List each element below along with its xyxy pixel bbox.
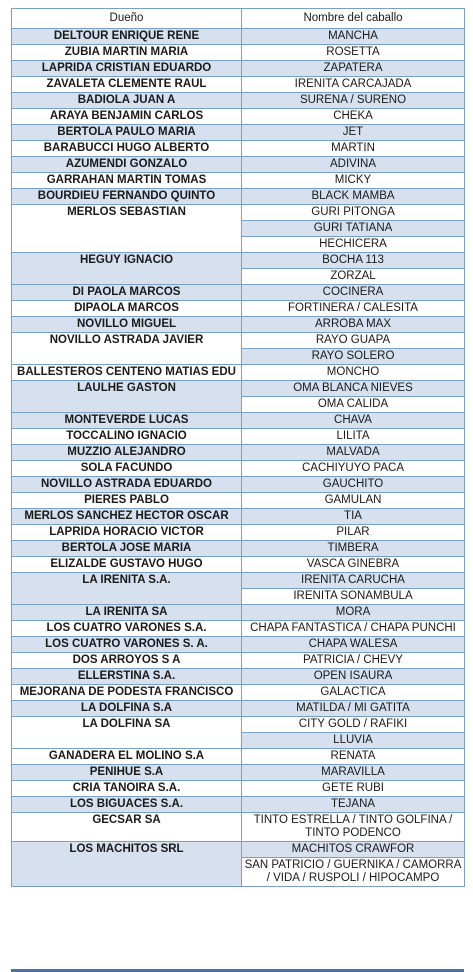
owner-cell: GECSAR SA xyxy=(12,813,242,842)
horse-cell: OMA BLANCA NIEVES xyxy=(242,381,465,397)
table-row xyxy=(12,125,465,141)
horse-cell: LLUVIA xyxy=(242,733,465,749)
horse-cell: MARAVILLA xyxy=(242,765,465,781)
owner-cell: MEJORANA DE PODESTA FRANCISCO xyxy=(12,685,242,701)
table-row xyxy=(12,173,465,189)
horse-cell: GURI TATIANA xyxy=(242,221,465,237)
owner-cell: AZUMENDI GONZALO xyxy=(12,157,242,173)
table-row xyxy=(12,765,465,781)
table-row xyxy=(12,445,465,461)
table-row xyxy=(12,109,465,125)
owner-cell: BERTOLA PAULO MARIA xyxy=(12,125,242,141)
table-row xyxy=(12,205,465,221)
horse-cell: MONCHO xyxy=(242,365,465,381)
horse-cell: BOCHA 113 xyxy=(242,253,465,269)
owner-cell: DOS ARROYOS S A xyxy=(12,653,242,669)
owner-cell: ELLERSTINA S.A. xyxy=(12,669,242,685)
table-row xyxy=(12,141,465,157)
table-row xyxy=(12,317,465,333)
owner-cell: BARABUCCI HUGO ALBERTO xyxy=(12,141,242,157)
owner-cell: LOS BIGUACES S.A. xyxy=(12,797,242,813)
owner-cell: LOS MACHITOS SRL xyxy=(12,842,242,887)
horse-cell: MARTIN xyxy=(242,141,465,157)
owner-cell: SOLA FACUNDO xyxy=(12,461,242,477)
header-row xyxy=(12,9,465,29)
owner-cell: BOURDIEU FERNANDO QUINTO xyxy=(12,189,242,205)
owner-cell: TOCCALINO IGNACIO xyxy=(12,429,242,445)
owner-cell: HEGUY IGNACIO xyxy=(12,253,242,285)
table-row xyxy=(12,29,465,45)
owner-cell: LA DOLFINA SA xyxy=(12,717,242,749)
horse-cell: CHAPA WALESA xyxy=(242,637,465,653)
table-row xyxy=(12,621,465,637)
owner-cell: LA IRENITA SA xyxy=(12,605,242,621)
table-row xyxy=(12,685,465,701)
horse-cell: SURENA / SURENO xyxy=(242,93,465,109)
horse-cell: OMA CALIDA xyxy=(242,397,465,413)
horse-cell: IRENITA SONAMBULA xyxy=(242,589,465,605)
owner-cell: MUZZIO ALEJANDRO xyxy=(12,445,242,461)
horse-cell: LILITA xyxy=(242,429,465,445)
owner-cell: DELTOUR ENRIQUE RENE xyxy=(12,29,242,45)
owner-cell: LAPRIDA CRISTIAN EDUARDO xyxy=(12,61,242,77)
horse-cell: ARROBA MAX xyxy=(242,317,465,333)
table-row xyxy=(12,285,465,301)
owner-cell: BERTOLA JOSE MARIA xyxy=(12,541,242,557)
table-row xyxy=(12,557,465,573)
table-row xyxy=(12,669,465,685)
horse-cell: MALVADA xyxy=(242,445,465,461)
owner-cell: GARRAHAN MARTIN TOMAS xyxy=(12,173,242,189)
table-row xyxy=(12,605,465,621)
owner-cell: PENIHUE S.A xyxy=(12,765,242,781)
table-row xyxy=(12,45,465,61)
table-row xyxy=(12,525,465,541)
table-row xyxy=(12,301,465,317)
table-row xyxy=(12,365,465,381)
horse-cell: ZAPATERA xyxy=(242,61,465,77)
table-row xyxy=(12,749,465,765)
owner-cell: PIERES PABLO xyxy=(12,493,242,509)
table-row xyxy=(12,253,465,269)
table-row xyxy=(12,509,465,525)
table-row xyxy=(12,189,465,205)
horse-cell: PILAR xyxy=(242,525,465,541)
horse-cell: TIMBERA xyxy=(242,541,465,557)
horse-cell: HECHICERA xyxy=(242,237,465,253)
horse-cell: PATRICIA / CHEVY xyxy=(242,653,465,669)
horse-cell: COCINERA xyxy=(242,285,465,301)
table-row xyxy=(12,717,465,733)
horse-cell: CITY GOLD / RAFIKI xyxy=(242,717,465,733)
horse-cell: CHEKA xyxy=(242,109,465,125)
table-row xyxy=(12,381,465,397)
table-row xyxy=(12,493,465,509)
horse-cell: GURI PITONGA xyxy=(242,205,465,221)
owner-cell: LOS CUATRO VARONES S.A. xyxy=(12,621,242,637)
table-row xyxy=(12,842,465,858)
horse-cell: MICKY xyxy=(242,173,465,189)
owner-cell: LOS CUATRO VARONES S. A. xyxy=(12,637,242,653)
horse-cell: GAMULAN xyxy=(242,493,465,509)
horse-cell: RAYO SOLERO xyxy=(242,349,465,365)
horse-cell: OPEN ISAURA xyxy=(242,669,465,685)
owner-cell: ZAVALETA CLEMENTE RAUL xyxy=(12,77,242,93)
table-row xyxy=(12,573,465,589)
owner-cell: CRIA TANOIRA S.A. xyxy=(12,781,242,797)
table-row xyxy=(12,77,465,93)
horse-cell: CHAPA FANTASTICA / CHAPA PUNCHI xyxy=(242,621,465,637)
owner-cell: MERLOS SEBASTIAN xyxy=(12,205,242,253)
table-row xyxy=(12,93,465,109)
table-row xyxy=(12,461,465,477)
horse-cell: BLACK MAMBA xyxy=(242,189,465,205)
owner-cell: NOVILLO ASTRADA JAVIER xyxy=(12,333,242,365)
owner-cell: NOVILLO ASTRADA EDUARDO xyxy=(12,477,242,493)
horse-cell: ZORZAL xyxy=(242,269,465,285)
horse-cell: MANCHA xyxy=(242,29,465,45)
horse-cell: CACHIYUYO PACA xyxy=(242,461,465,477)
table-body xyxy=(12,29,465,887)
horse-cell: TEJANA xyxy=(242,797,465,813)
table-row xyxy=(12,813,465,842)
horse-cell: TINTO ESTRELLA / TINTO GOLFINA / TINTO PODENCO xyxy=(242,813,465,842)
table-row xyxy=(12,413,465,429)
table-row xyxy=(12,61,465,77)
owner-cell: ARAYA BENJAMIN CARLOS xyxy=(12,109,242,125)
owner-cell: NOVILLO MIGUEL xyxy=(12,317,242,333)
horse-cell: TIA xyxy=(242,509,465,525)
owner-cell: GANADERA EL MOLINO S.A xyxy=(12,749,242,765)
owner-cell: LA DOLFINA S.A xyxy=(12,701,242,717)
table-row xyxy=(12,797,465,813)
owner-cell: BADIOLA JUAN A xyxy=(12,93,242,109)
owner-cell: LAPRIDA HORACIO VICTOR xyxy=(12,525,242,541)
horse-cell: MORA xyxy=(242,605,465,621)
horse-cell: IRENITA CARCAJADA xyxy=(242,77,465,93)
horse-cell: JET xyxy=(242,125,465,141)
table-row xyxy=(12,477,465,493)
horse-cell: GAUCHITO xyxy=(242,477,465,493)
horse-cell: SAN PATRICIO / GUERNIKA / CAMORRA / VIDA / RUSPOLI / HIPOCAMPO xyxy=(242,858,465,887)
table-row xyxy=(12,541,465,557)
owner-cell: DI PAOLA MARCOS xyxy=(12,285,242,301)
horse-cell: GALACTICA xyxy=(242,685,465,701)
owner-cell: LAULHE GASTON xyxy=(12,381,242,413)
horse-cell: ROSETTA xyxy=(242,45,465,61)
horse-cell: IRENITA CARUCHA xyxy=(242,573,465,589)
horse-cell: MATILDA / MI GATITA xyxy=(242,701,465,717)
horse-cell: ADIVINA xyxy=(242,157,465,173)
owner-cell: MERLOS SANCHEZ HECTOR OSCAR xyxy=(12,509,242,525)
horse-cell: MACHITOS CRAWFOR xyxy=(242,842,465,858)
owner-cell: MONTEVERDE LUCAS xyxy=(12,413,242,429)
horse-cell: CHAVA xyxy=(242,413,465,429)
owner-cell: ZUBIA MARTIN MARIA xyxy=(12,45,242,61)
horse-cell: RAYO GUAPA xyxy=(242,333,465,349)
table-row xyxy=(12,157,465,173)
owner-cell: ELIZALDE GUSTAVO HUGO xyxy=(12,557,242,573)
table-row xyxy=(12,429,465,445)
owner-cell: BALLESTEROS CENTENO MATIAS EDU xyxy=(12,365,242,381)
table-row xyxy=(12,781,465,797)
owner-cell: DIPAOLA MARCOS xyxy=(12,301,242,317)
table-row xyxy=(12,637,465,653)
table-row xyxy=(12,701,465,717)
horse-column-header: Nombre del caballo xyxy=(242,9,465,29)
owner-cell: LA IRENITA S.A. xyxy=(12,573,242,605)
table-row xyxy=(12,653,465,669)
owner-column-header: Dueño xyxy=(12,9,242,29)
horse-cell: GETE RUBI xyxy=(242,781,465,797)
horse-cell: RENATA xyxy=(242,749,465,765)
horse-cell: VASCA GINEBRA xyxy=(242,557,465,573)
horse-cell: FORTINERA / CALESITA xyxy=(242,301,465,317)
table-row xyxy=(12,333,465,349)
owners-horses-table xyxy=(11,8,465,887)
